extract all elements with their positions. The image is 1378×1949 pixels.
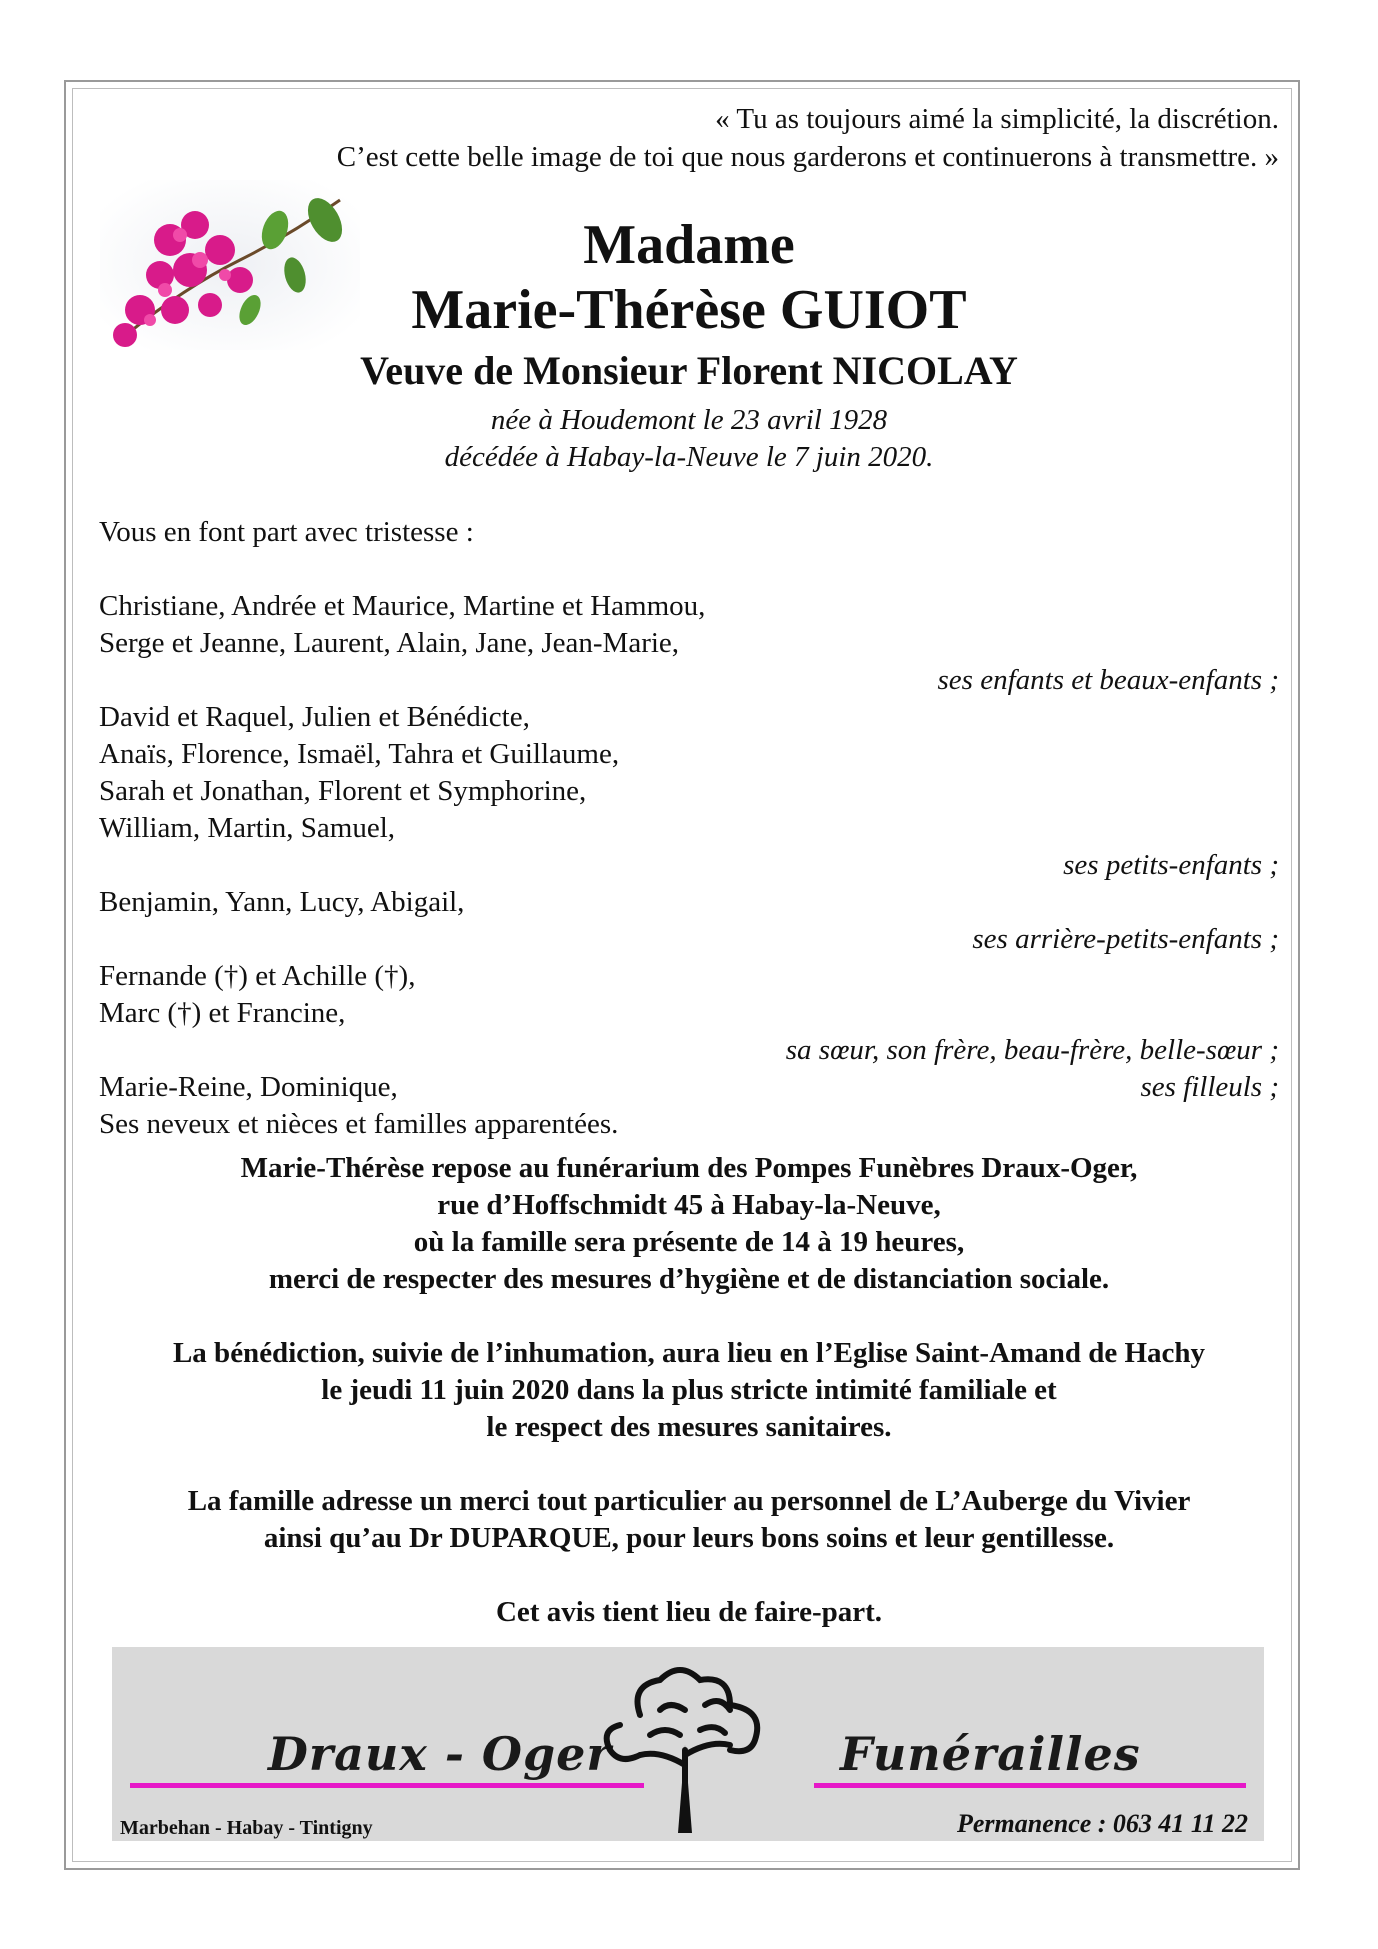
birth-info: née à Houdemont le 23 avril 1928 bbox=[490, 404, 888, 436]
funeral-home-banner bbox=[112, 1647, 1264, 1841]
siblings-role: sa sœur, son frère, beau-frère, belle-sœur ; bbox=[785, 1034, 1279, 1066]
tree-icon bbox=[590, 1655, 780, 1835]
siblings-line: Marc (†) et Francine, bbox=[99, 997, 346, 1029]
repose-line: merci de respecter des mesures d’hygiène et de distanciation sociale. bbox=[268, 1263, 1110, 1295]
deceased-name: Marie-Thérèse GUIOT bbox=[411, 279, 967, 341]
thanks-line: La famille adresse un merci tout particulier au personnel de L’Auberge du Vivier bbox=[187, 1485, 1191, 1517]
godchildren-line: Marie-Reine, Dominique, bbox=[99, 1071, 398, 1103]
intro-text: Vous en font part avec tristesse : bbox=[99, 516, 474, 548]
godchildren-role: ses filleuls ; bbox=[1140, 1071, 1279, 1103]
great-grandchildren-role: ses arrière-petits-enfants ; bbox=[972, 923, 1279, 955]
ceremony-line: le respect des mesures sanitaires. bbox=[486, 1411, 892, 1443]
grandchildren-line: Anaïs, Florence, Ismaël, Tahra et Guillaume, bbox=[99, 738, 620, 770]
repose-line: Marie-Thérèse repose au funérarium des Pompes Funèbres Draux-Oger, bbox=[240, 1152, 1138, 1184]
accent-line-left bbox=[130, 1783, 644, 1788]
siblings-line: Fernande (†) et Achille (†), bbox=[99, 960, 416, 992]
relatives-line: Ses neveux et nièces et familles apparentées. bbox=[99, 1108, 619, 1140]
grandchildren-role: ses petits-enfants ; bbox=[1063, 849, 1279, 881]
quote-line-2: C’est cette belle image de toi que nous garderons et continuerons à transmettre. » bbox=[336, 141, 1279, 173]
ceremony-line: le jeudi 11 juin 2020 dans la plus stricte intimité familiale et bbox=[321, 1374, 1057, 1406]
locations: Marbehan - Habay - Tintigny bbox=[120, 1817, 373, 1839]
phone-number: Permanence : 063 41 11 22 bbox=[956, 1809, 1248, 1838]
widow-of: Veuve de Monsieur Florent NICOLAY bbox=[360, 348, 1018, 393]
repose-line: rue d’Hoffschmidt 45 à Habay-la-Neuve, bbox=[437, 1189, 941, 1221]
salutation: Madame bbox=[583, 214, 795, 276]
closing-line: Cet avis tient lieu de faire-part. bbox=[495, 1596, 883, 1628]
accent-line-right bbox=[814, 1783, 1246, 1788]
grandchildren-line: Sarah et Jonathan, Florent et Symphorine, bbox=[99, 775, 587, 807]
great-grandchildren-line: Benjamin, Yann, Lucy, Abigail, bbox=[99, 886, 465, 918]
children-line: Christiane, Andrée et Maurice, Martine et Hammou, bbox=[99, 590, 706, 622]
children-role: ses enfants et beaux-enfants ; bbox=[937, 664, 1279, 696]
repose-line: où la famille sera présente de 14 à 19 heures, bbox=[413, 1226, 965, 1258]
quote-line-1: « Tu as toujours aimé la simplicité, la discrétion. bbox=[715, 103, 1279, 135]
thanks-line: ainsi qu’au Dr DUPARQUE, pour leurs bons soins et leur gentillesse. bbox=[263, 1522, 1115, 1554]
children-line: Serge et Jeanne, Laurent, Alain, Jane, Jean-Marie, bbox=[99, 627, 680, 659]
death-info: décédée à Habay-la-Neuve le 7 juin 2020. bbox=[444, 441, 934, 473]
brand-tagline: Funérailles bbox=[840, 1727, 1141, 1781]
brand-name: Draux - Oger bbox=[268, 1727, 612, 1781]
grandchildren-line: William, Martin, Samuel, bbox=[99, 812, 396, 844]
ceremony-line: La bénédiction, suivie de l’inhumation, aura lieu en l’Eglise Saint-Amand de Hachy bbox=[172, 1337, 1206, 1369]
grandchildren-line: David et Raquel, Julien et Bénédicte, bbox=[99, 701, 530, 733]
